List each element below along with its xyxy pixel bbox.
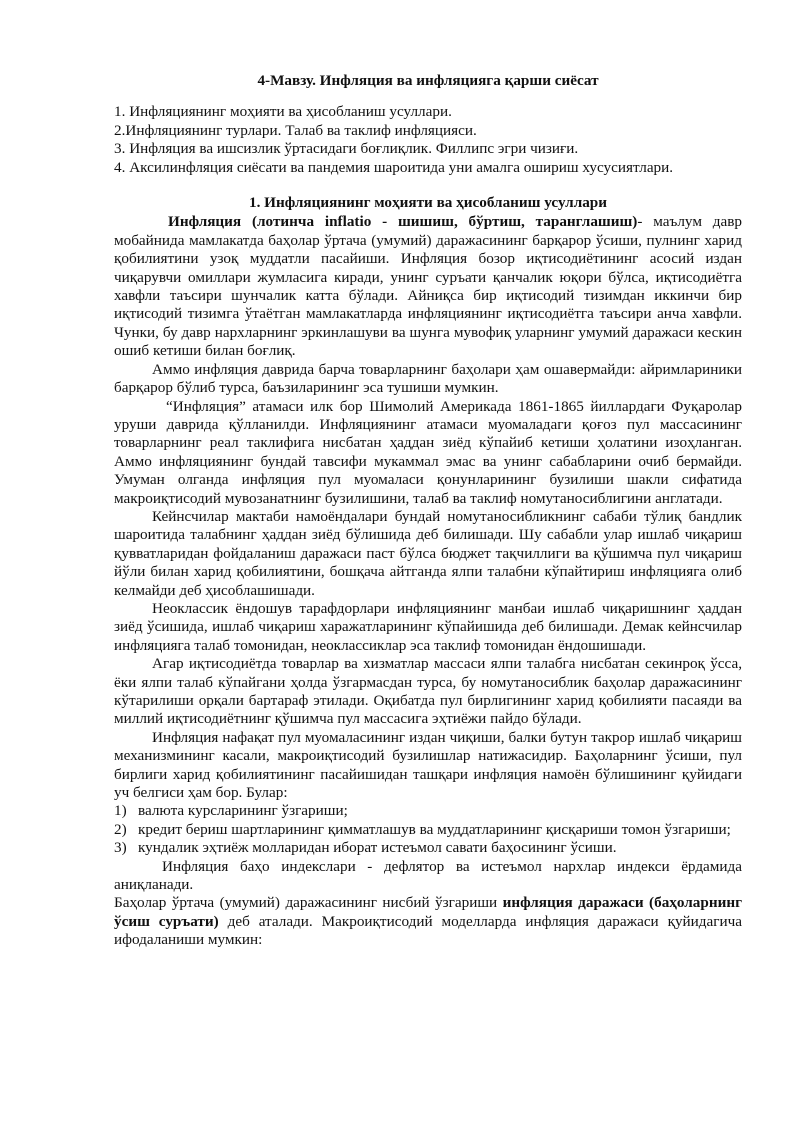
paragraph-definition <box>114 213 742 360</box>
list-text: валюта курсларининг ўзгариши; <box>138 802 348 820</box>
definition-text: - маълум давр мобайнида мамлакатда баҳолар ўртача (умумий) даражасининг барқарор ўсиши, пулнинг харид қобилиятини узоқ муддатли пасайиши. Инфляция бозор иқтисодиётининг асосий издан чиқарувчи омиллари жумласига киради, унинг суръати қанчалик юқори бўлса, иқтисодиётга хавфли таъсири шунчалик катта бўлади. Айниқса бир иқтисодий тизимдан иккинчи бир иқтисодий тизимга ўтаётган мамлакатларда инфляциянинг иқтисодиётга таъсири анча хавфли. Чунки, бу давр нархларнинг эркинлашуви ва шунга мувофиқ уларнинг умумий даражаси кескин ошиб кетиши билан боғлиқ. <box>114 213 742 360</box>
list-item <box>114 802 742 820</box>
list-item <box>114 821 742 839</box>
paragraph: Инфляция нафақат пул муомаласининг издан чиқиши, балки бутун такрор ишлаб чиқариш механизмининг касали, макроиқтисодий бузилишлар натижасидир. Баҳоларнинг ўсиши, пул бирлиги харид қобилиятининг пасайишидан ташқари инфляция намоён бўлишининг қуйидаги уч белгиси ҳам бор. Булар: <box>114 728 742 802</box>
list-number: 2) <box>114 820 127 838</box>
paragraph: Агар иқтисодиётда товарлар ва хизматлар массаси ялпи талабга нисбатан секинроқ ўсса, ёки ялпи талаб кўпайгани ҳолда ўзгармасдан турса, бу номутаносиблик баҳолар даражасининг кўтарилиши орқали бартараф этилади. Оқибатда пул бирлигининг харид қобилияти пасаяди ва миллий иқтисодиётнинг қўшимча пул массасига эҳтиёжи пайдо бўлади. <box>114 655 742 728</box>
paragraph: Кейнсчилар мактаби намоёндалари бундай номутаносибликнинг сабаби тўлиқ бандлик шароитида талабнинг ҳаддан зиёд бўлишида деб билишади. Шу сабабли улар ишлаб чиқариш қувватларидан фойдаланиш даражаси паст бўлса бюджет тақчиллиги ва қўшимча пул чиқариш йўли билан харид қобилиятини, бошқача айтганда ялпи талабни кўпайтириш инфляцияга олиб келмайди деб ҳисоблашишади. <box>114 507 742 599</box>
rate-text-pre: Баҳолар ўртача (умумий) даражасининг нисбий ўзгариши <box>114 894 503 912</box>
paragraph-inflation-rate <box>114 894 742 949</box>
definition-term: Инфляция (лотинча inflatio - шишиш, бўртиш, таранглашиш) <box>168 213 638 231</box>
plan-item: 3. Инфляция ва ишсизлик ўртасидаги боғлиқлик. Филлипс эгри чизиғи. <box>114 140 579 158</box>
paragraph: Аммо инфляция даврида барча товарларнинг баҳолари ҳам ошавермайди: айримлариники барқарор бўлиб турса, баъзиларининг эса тушиши мумкин. <box>114 360 742 397</box>
document-title: 4-Мавзу. Инфляция ва инфляцияга қарши сиёсат <box>257 72 599 89</box>
list-number: 1) <box>114 802 127 820</box>
topic-plan <box>114 103 742 177</box>
paragraph: Инфляция баҳо индекслари - дефлятор ва истеъмол нархлар индекси ёрдамида аниқланади. <box>114 857 742 894</box>
paragraph: “Инфляция” атамаси илк бор Шимолий Америкада 1861-1865 йиллардаги Фуқаролар уруши даврида қўлланилди. Инфляциянинг атамаси муомаладаги қоғоз пул массасининг товарларнинг реал таклифига нисбатан ҳаддан зиёд кўпайиб кетиши ҳолатини изоҳланган. Аммо инфляциянинг бундай тавсифи мукаммал эмас ва унинг сабабларини очиб бермайди. Умуман олганда инфляция пул муомаласи қонунларининг бузилиши шакли сифатида макроиқтисодий мувозанатнинг бузилишини, талаб ва таклиф номутаносиблигини англатади. <box>114 397 742 507</box>
plan-item: 2.Инфляциянинг турлари. Талаб ва таклиф инфляцияси. <box>114 121 477 139</box>
rate-term: инфляция даражаси (баҳоларнинг ўсиш суръати) <box>114 894 742 930</box>
plan-item: 4. Аксилинфляция сиёсати ва пандемия шароитида уни амалга ошириш хусусиятлари. <box>114 158 674 176</box>
list-text: кредит бериш шартларининг қимматлашув ва муддатларининг қисқариши томон ўзгариши; <box>138 820 731 838</box>
plan-item: 1. Инфляциянинг моҳияти ва ҳисобланиш усуллари. <box>114 103 452 121</box>
rate-text-post: деб аталади. Макроиқтисодий моделларда инфляция даражаси қуйидагича ифодаланиши мумкин: <box>114 912 743 949</box>
section-title: 1. Инфляциянинг моҳияти ва ҳисобланиш усуллари <box>248 194 608 212</box>
list-item <box>114 839 742 857</box>
list-number: 3) <box>114 839 127 857</box>
signs-list <box>114 802 742 857</box>
list-text: кундалик эҳтиёж молларидан иборат истеъмол савати баҳосининг ўсиши. <box>138 839 617 857</box>
paragraph: Неоклассик ёндошув тарафдорлари инфляциянинг манбаи ишлаб чиқаришнинг ҳаддан зиёд ўсишида, ишлаб чиқариш харажатларининг кўпайишида деб билишади. Демак кейнсчилар инфляцияга талаб томонидан, неоклассиклар эса таклиф томонидан ёндошишади. <box>114 599 742 654</box>
